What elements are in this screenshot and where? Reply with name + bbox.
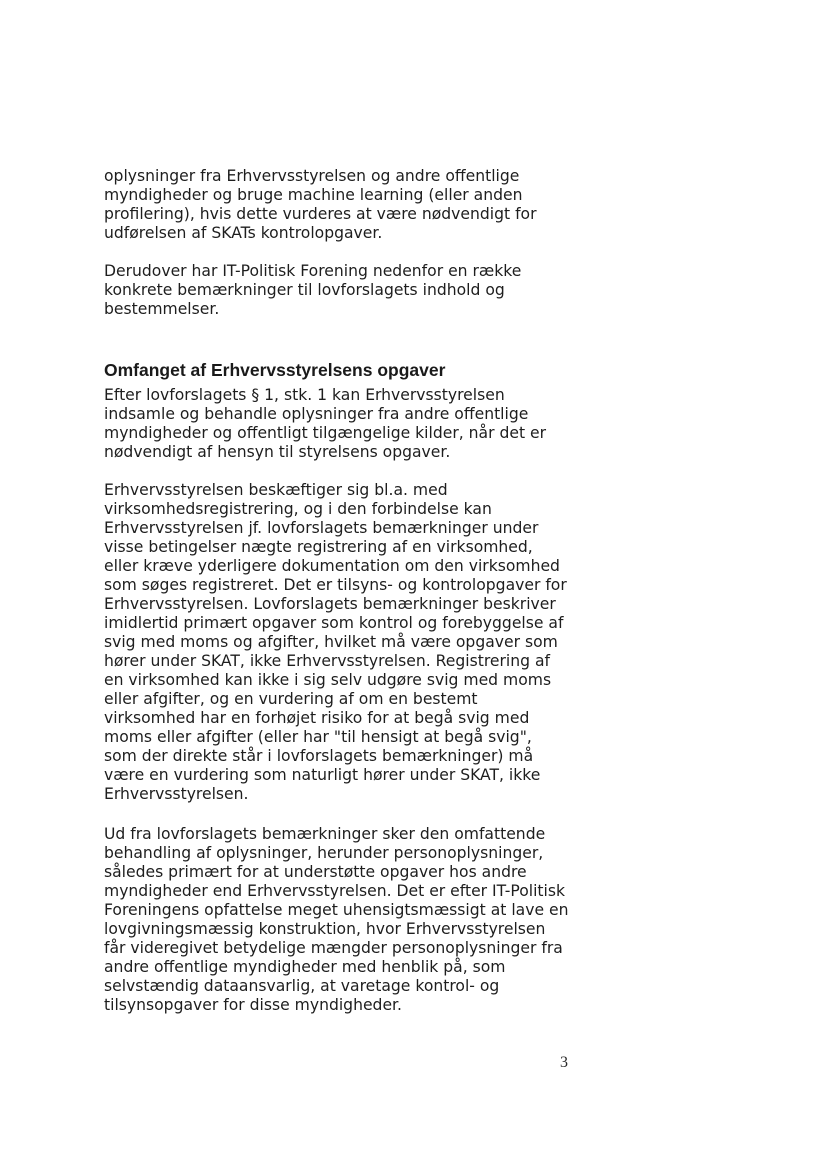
paragraph-intro-continuation: oplysninger fra Erhvervsstyrelsen og andre offentlige myndigheder og bruge machine learning (eller anden profilering), hvis dette vurderes at være nødvendigt for udførelsen af SKATs kontrolopgaver. bbox=[104, 167, 537, 242]
page-number: 3 bbox=[560, 1054, 568, 1071]
section-heading: Omfanget af Erhvervsstyrelsens opgaver bbox=[104, 360, 446, 380]
paragraph-section-1: Efter lovforslagets § 1, stk. 1 kan Erhvervsstyrelsen indsamle og behandle oplysninger fra andre offentlige myndigheder og offentligt tilgængelige kilder, når det er nødvendigt af hensyn til styrelsens opgaver. bbox=[104, 386, 547, 461]
paragraph-conclusion: Ud fra lovforslagets bemærkninger sker den omfattende behandling af oplysninger, herunder personoplysninger, således primært for at understøtte opgaver hos andre myndigheder end Erhvervsstyrelsen. Det er efter IT-Politisk Foreningens opfattelse meget uhensigtsmæssigt at lave en lovgivningsmæssig konstruktion, hvor Erhvervsstyrelsen får videregivet betydelige mængder personoplysninger fra andre offentlige myndigheder med henblik på, som selvstændig dataansvarlig, at varetage kontrol- og tilsynsopgaver for disse myndigheder. bbox=[104, 825, 569, 1014]
document-body bbox=[104, 167, 584, 1015]
paragraph-remarks-intro: Derudover har IT-Politisk Forening nedenfor en række konkrete bemærkninger til lovforslagets indhold og bestemmelser. bbox=[104, 262, 522, 318]
paragraph-registration: Erhvervsstyrelsen beskæftiger sig bl.a. med virksomhedsregistrering, og i den forbindelse kan Erhvervsstyrelsen jf. lovforslagets bemærkninger under visse betingelser nægte registrering af en virksomhed, eller kræve yderligere dokumentation om den virksomhed som søges registreret. Det er tilsyns- og kontrolopgaver for Erhvervsstyrelsen. Lovforslagets bemærkninger beskriver imidlertid primært opgaver som kontrol og forebyggelse af svig med moms og afgifter, hvilket må være opgaver som hører under SKAT, ikke Erhvervsstyrelsen. Registrering af en virksomhed kan ikke i sig selv udgøre svig med moms eller afgifter, og en vurdering af om en bestemt virksomhed har en forhøjet risiko for at begå svig med moms eller afgifter (eller har "til hensigt at begå svig", som der direkte står i lovforslagets bemærkninger) må være en vurdering som naturligt hører under SKAT, ikke Erhvervsstyrelsen. bbox=[104, 481, 567, 803]
